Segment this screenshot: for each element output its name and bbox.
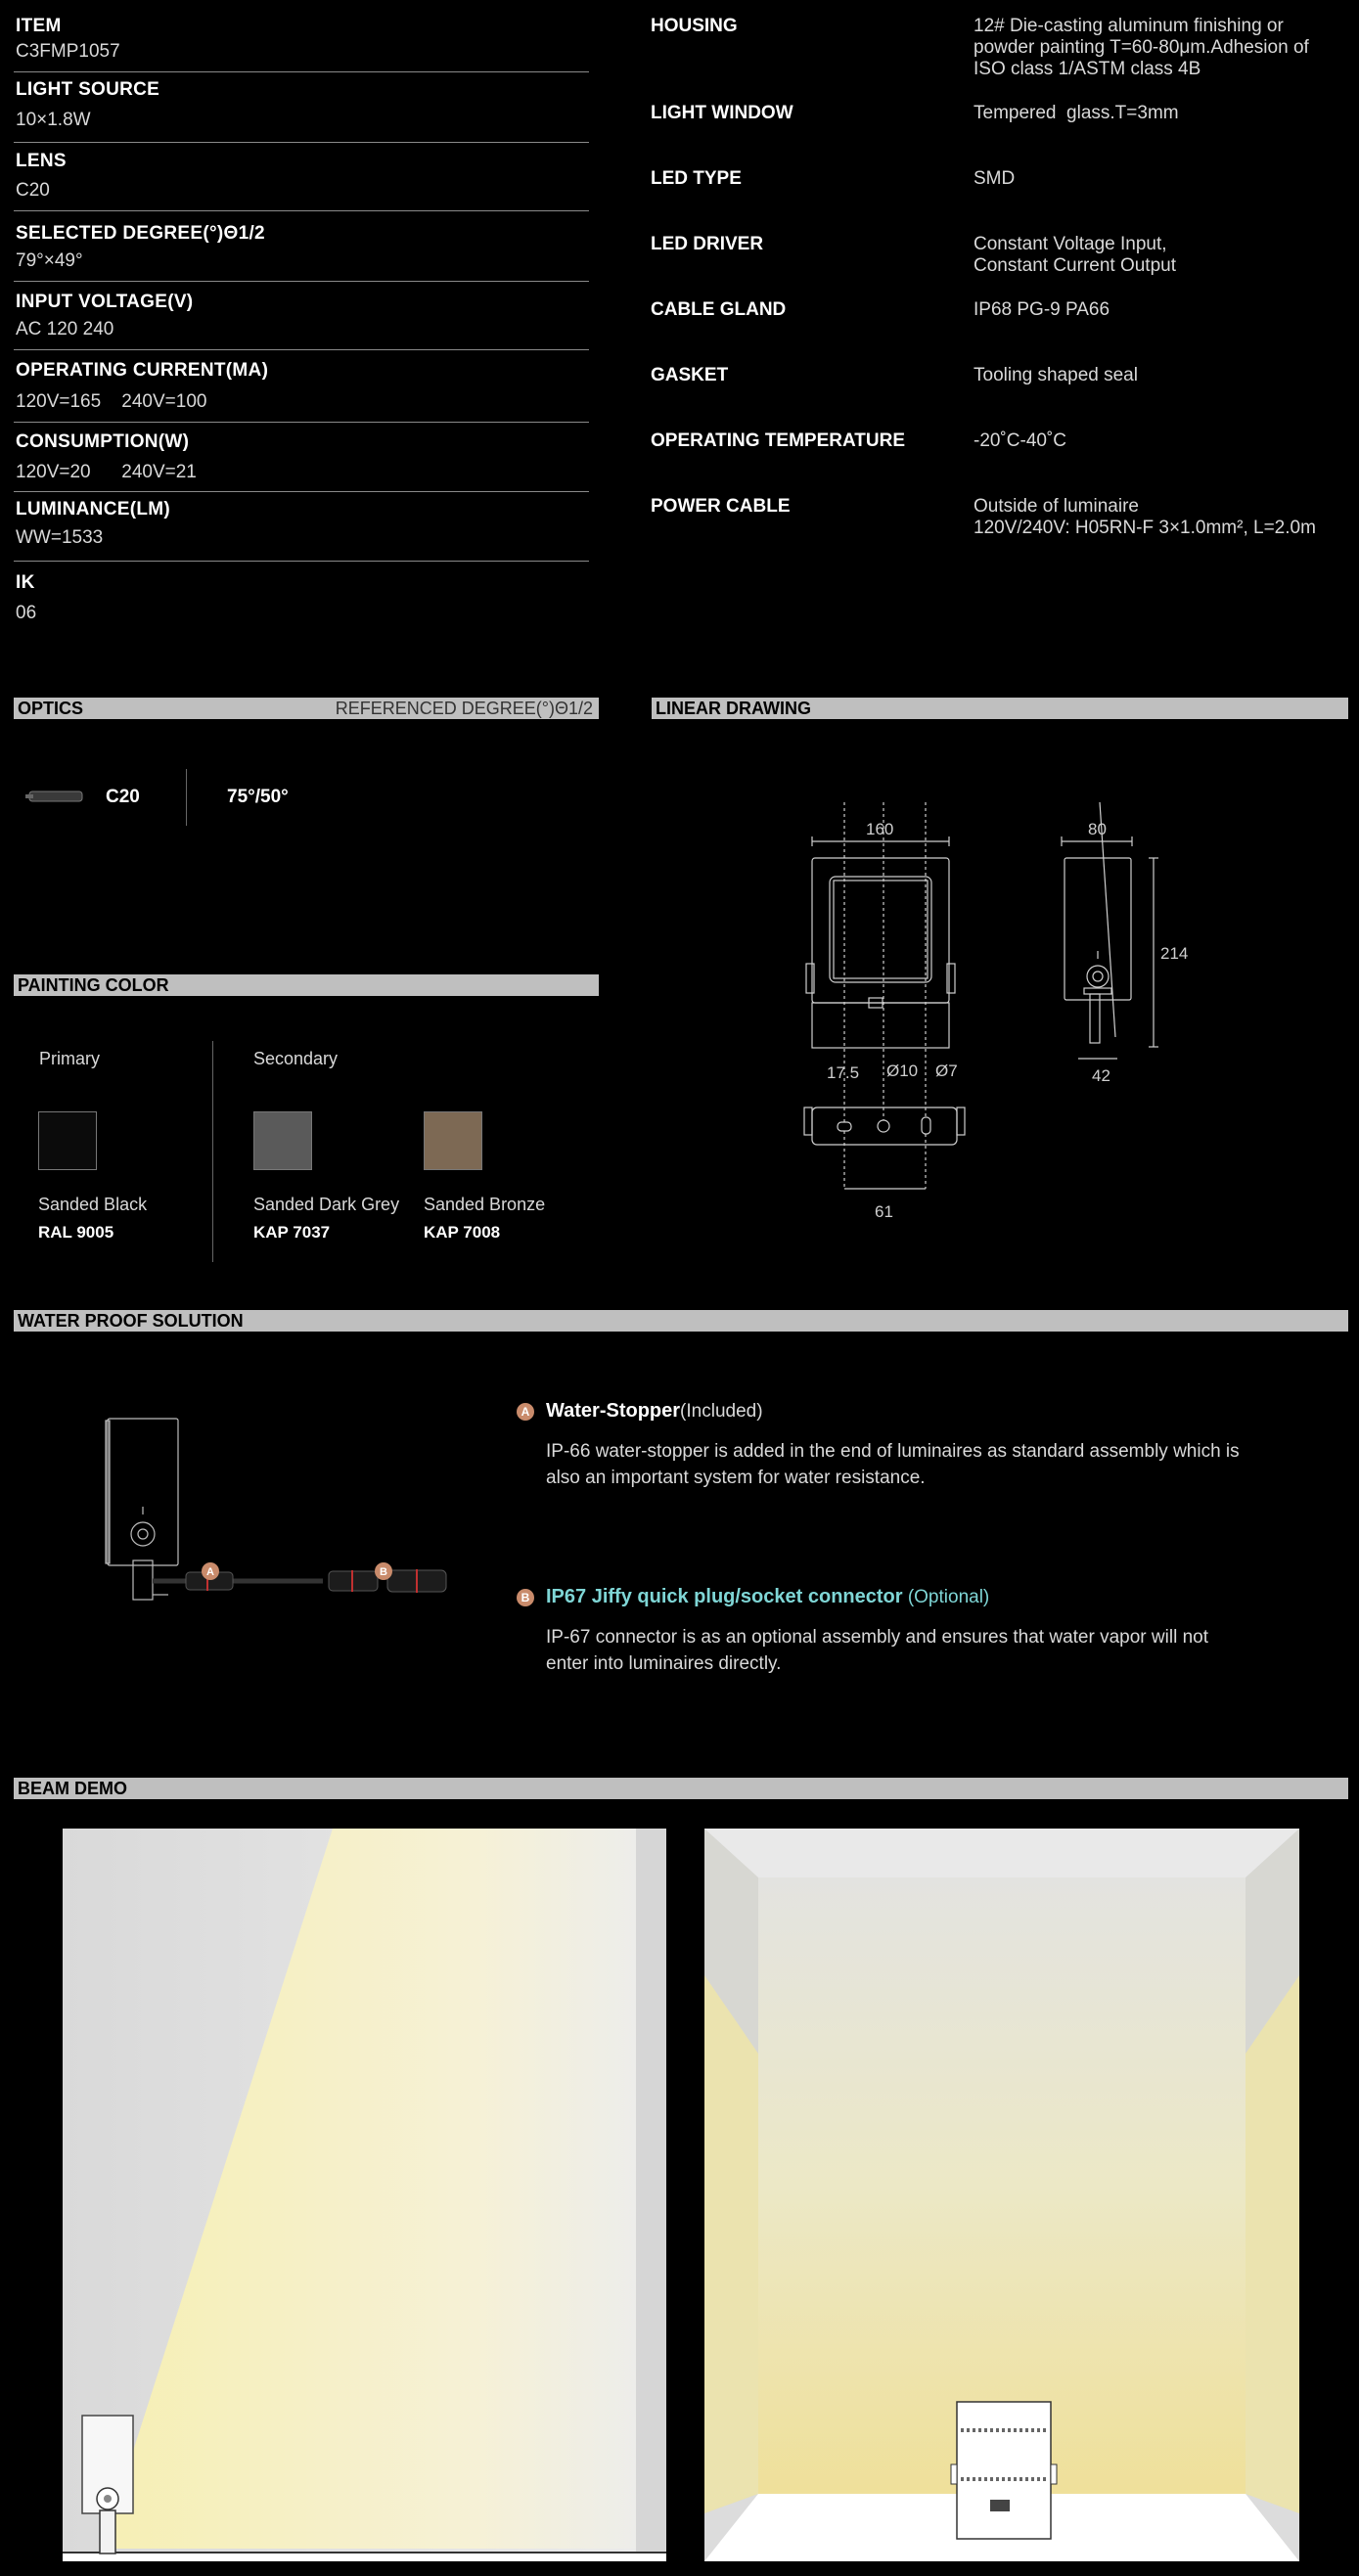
painting-color-header	[14, 974, 599, 996]
connector-suffix: (Optional)	[902, 1587, 990, 1607]
optics-header	[14, 698, 599, 719]
referenced-degree-label: REFERENCED DEGREE(°)Θ1/2	[335, 699, 593, 718]
divider	[14, 349, 589, 350]
swatch-sanded-black	[38, 1111, 97, 1170]
dim-base: 42	[1092, 1066, 1110, 1085]
primary-label: Primary	[39, 1049, 100, 1068]
waterproof-title: WATER PROOF SOLUTION	[18, 1311, 244, 1331]
water-stopper-text: IP-66 water-stopper is added in the end of luminaires as standard assembly which is also an important system for water resistance.	[546, 1441, 1240, 1488]
divider	[14, 561, 589, 562]
painting-divider	[212, 1041, 213, 1262]
spec-label-led-driver: LED DRIVER	[651, 234, 764, 254]
beam-demo-front-view	[704, 1829, 1299, 2561]
spec-label-consumption: CONSUMPTION(W)	[16, 431, 190, 452]
water-stopper-suffix: (Included)	[680, 1401, 763, 1422]
spec-label-luminance: LUMINANCE(LM)	[16, 499, 170, 520]
waterproof-illustration	[98, 1409, 470, 1624]
spec-value-gasket: Tooling shaped seal	[974, 365, 1138, 385]
spec-value-lens: C20	[16, 180, 50, 201]
spec-label-light-window: LIGHT WINDOW	[651, 103, 793, 123]
painting-color-title: PAINTING COLOR	[18, 975, 169, 995]
color-code: KAP 7008	[424, 1223, 501, 1242]
divider	[14, 422, 589, 423]
divider	[14, 281, 589, 282]
spec-label-led-type: LED TYPE	[651, 168, 742, 189]
dim-d1: 17.5	[827, 1063, 860, 1082]
optics-degree: 75°/50°	[227, 787, 289, 807]
divider	[14, 210, 589, 211]
linear-drawing-header	[652, 698, 1348, 719]
dim-depth: 80	[1088, 820, 1107, 838]
dim-d3: Ø7	[935, 1062, 958, 1080]
beam-demo-side-view	[63, 1829, 666, 2561]
spec-value-selected-degree: 79°×49°	[16, 250, 83, 271]
spec-value-led-driver: Constant Voltage Input, Constant Current Output	[974, 234, 1176, 276]
color-name: Sanded Dark Grey	[253, 1195, 400, 1214]
color-code: RAL 9005	[38, 1223, 114, 1242]
spec-label-gasket: GASKET	[651, 365, 729, 385]
divider	[14, 71, 589, 72]
divider	[14, 491, 589, 492]
optics-lens: C20	[106, 787, 140, 807]
spec-label-selected-degree: SELECTED DEGREE(°)Θ1/2	[16, 223, 265, 244]
spec-value-item: C3FMP1057	[16, 41, 120, 62]
spec-value-ik: 06	[16, 603, 37, 623]
connector-text: IP-67 connector is as an optional assembly and ensures that water vapor will not enter into luminaires directly.	[546, 1627, 1208, 1674]
badge-b: B	[517, 1589, 534, 1606]
linear-drawing-title: LINEAR DRAWING	[656, 699, 811, 718]
spec-value-power-cable: Outside of luminaire 120V/240V: H05RN-F 3×1.0mm², L=2.0m	[974, 496, 1316, 538]
divider	[14, 142, 589, 143]
spec-value-consumption: 120V=20 240V=21	[16, 462, 197, 482]
spec-label-ik: IK	[16, 572, 35, 593]
linear-drawing	[783, 802, 1223, 1233]
spec-value-operating-temperature: -20˚C-40˚C	[974, 430, 1067, 451]
dim-height: 214	[1160, 944, 1189, 963]
dim-d4: 61	[875, 1202, 893, 1221]
color-name: Sanded Black	[38, 1195, 148, 1214]
spec-label-housing: HOUSING	[651, 16, 738, 36]
beam-demo-header	[14, 1778, 1348, 1799]
spec-value-led-type: SMD	[974, 168, 1016, 189]
spec-label-operating-temperature: OPERATING TEMPERATURE	[651, 430, 906, 451]
swatch-sanded-bronze	[424, 1111, 482, 1170]
spec-label-cable-gland: CABLE GLAND	[651, 299, 787, 320]
spec-value-housing: 12# Die-casting aluminum finishing or powder painting T=60-80μm.Adhesion of ISO class 1/ASTM class 4B	[974, 16, 1309, 79]
spec-value-cable-gland: IP68 PG-9 PA66	[974, 299, 1110, 320]
optics-title: OPTICS	[18, 699, 84, 718]
lens-icon	[25, 786, 88, 807]
connector-heading	[546, 1586, 989, 1608]
spec-value-luminance: WW=1533	[16, 527, 104, 548]
spec-label-lens: LENS	[16, 151, 67, 171]
secondary-label: Secondary	[253, 1049, 339, 1068]
swatch-sanded-dark-grey	[253, 1111, 312, 1170]
spec-value-light-source: 10×1.8W	[16, 110, 91, 130]
spec-label-operating-current: OPERATING CURRENT(MA)	[16, 360, 269, 381]
spec-value-operating-current: 120V=165 240V=100	[16, 391, 207, 412]
beam-demo-title: BEAM DEMO	[18, 1779, 127, 1798]
waterproof-header	[14, 1310, 1348, 1332]
spec-value-input-voltage: AC 120 240	[16, 319, 114, 339]
spec-label-input-voltage: INPUT VOLTAGE(V)	[16, 292, 194, 312]
water-stopper-title: Water-Stopper	[546, 1400, 681, 1422]
svg-text:B: B	[380, 1566, 387, 1578]
optics-divider	[186, 769, 187, 826]
dim-d2: Ø10	[886, 1062, 919, 1080]
color-name: Sanded Bronze	[424, 1195, 546, 1214]
spec-label-item: ITEM	[16, 16, 62, 36]
spec-label-power-cable: POWER CABLE	[651, 496, 791, 517]
connector-title: IP67 Jiffy quick plug/socket connector	[546, 1586, 903, 1607]
dim-width: 160	[866, 820, 894, 838]
spec-label-light-source: LIGHT SOURCE	[16, 79, 160, 100]
spec-value-light-window: Tempered glass.T=3mm	[974, 103, 1179, 123]
badge-a: A	[517, 1403, 534, 1421]
color-code: KAP 7037	[253, 1223, 331, 1242]
water-stopper-heading	[546, 1400, 763, 1423]
svg-text:A: A	[206, 1566, 214, 1578]
